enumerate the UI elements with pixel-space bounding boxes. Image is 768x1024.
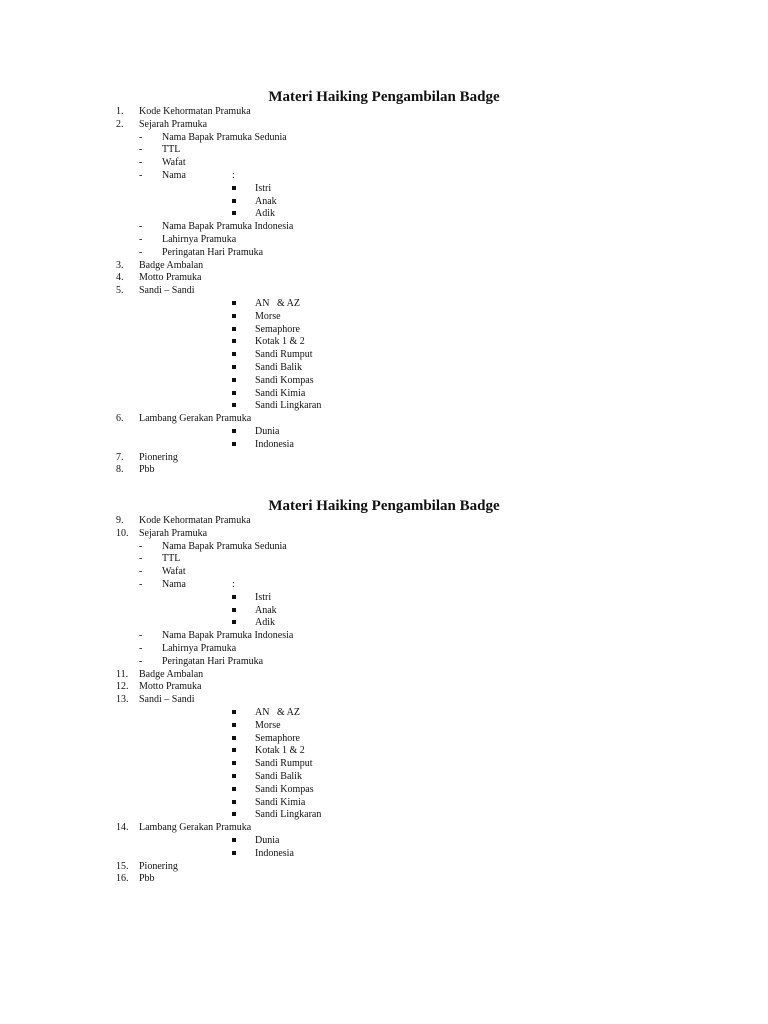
list-item [0,719,768,732]
list-item [0,616,768,629]
list-item [0,808,768,821]
item-text: Lambang Gerakan Pramuka [139,822,252,834]
bullet-text: Anak [255,195,277,207]
list-item [0,757,768,770]
item-number: 13. [116,694,129,706]
subitem-text: Lahirnya Pramuka [162,643,237,654]
list-item [0,744,768,757]
bullet-text: Sandi Rumput [255,758,313,770]
item-text: Sandi – Sandi [139,285,195,297]
item-text: Motto Pramuka [139,681,202,693]
colon-separator: : [232,170,235,181]
list-item [0,374,768,387]
bullet-text: Sandi Kimia [255,796,306,808]
document-title: Materi Haiking Pengambilan Badge [268,89,500,105]
list-item [0,335,768,348]
list-item [0,706,768,719]
subitem-text: Wafat [162,157,186,169]
bullet-text: Morse [255,310,281,322]
bullet-text: Dunia [255,426,280,437]
bullet-text: Istri [255,591,272,603]
list-item [0,732,768,745]
dash-marker: - [139,246,143,258]
item-text: Badge Ambalan [139,259,204,271]
dash-marker: - [139,131,143,143]
item-number: 14. [116,822,129,834]
bullet-text: Kotak 1 & 2 [255,745,305,757]
square-bullet-icon [232,620,236,624]
list-item [0,578,768,591]
square-bullet-icon [232,403,236,407]
square-bullet-icon [232,429,236,433]
square-bullet-icon [232,595,236,599]
subitem-text: TTL [162,553,181,565]
list-item [0,655,768,668]
subitem-text: Wafat [162,566,186,578]
square-bullet-icon [232,442,236,446]
list-item [0,246,768,259]
square-bullet-icon [232,812,236,816]
item-text: Pionering [139,451,178,463]
item-number: 15. [116,860,129,872]
subitem-text: Peringatan Hari Pramuka [162,655,264,667]
item-text: Kode Kehormatan Pramuka [139,106,251,117]
list-item [0,297,768,310]
bullet-text: Indonesia [255,438,294,450]
list-item [0,514,768,527]
bullet-text: Morse [255,719,281,731]
dash-marker: - [139,655,143,667]
list-item [0,783,768,796]
square-bullet-icon [232,186,236,190]
dash-marker: - [139,630,143,642]
item-text: Motto Pramuka [139,272,202,284]
bullet-text: Sandi Kimia [255,387,306,399]
list-item [0,693,768,706]
dash-marker: - [139,540,143,552]
subitem-text: Nama [162,170,186,181]
document-title: Materi Haiking Pengambilan Badge [268,498,500,514]
dash-marker: - [139,144,143,156]
square-bullet-icon [232,800,236,804]
item-number: 3. [116,259,124,271]
list-item [0,323,768,336]
list-item [0,642,768,655]
dash-marker: - [139,566,143,578]
list-item [0,834,768,847]
square-bullet-icon [232,838,236,842]
bullet-text: AN & AZ [255,298,300,309]
item-number: 16. [116,873,129,885]
item-number: 8. [116,464,124,476]
item-number: 11. [116,668,129,680]
list-item [0,860,768,873]
list-item [0,361,768,374]
subitem-text: Nama Bapak Pramuka Indonesia [162,630,294,642]
list-item [0,540,768,553]
item-number: 9. [116,515,124,526]
list-item [0,668,768,681]
list-item [0,527,768,540]
list-item [0,220,768,233]
item-number: 4. [116,272,124,284]
list-item [0,169,768,182]
list-item [0,271,768,284]
list-item [0,387,768,400]
subitem-text: Lahirnya Pramuka [162,234,237,245]
bullet-text: Semaphore [255,323,300,335]
square-bullet-icon [232,787,236,791]
square-bullet-icon [232,314,236,318]
bullet-text: Sandi Rumput [255,349,313,361]
subitem-text: Peringatan Hari Pramuka [162,246,264,258]
list-item [0,821,768,834]
item-text: Pionering [139,860,178,872]
list-item [0,105,768,118]
list-item [0,604,768,617]
bullet-text: Kotak 1 & 2 [255,336,305,348]
bullet-text: AN & AZ [255,707,300,718]
item-text: Pbb [139,464,155,476]
subitem-text: Nama Bapak Pramuka Sedunia [162,540,287,552]
list-item [0,680,768,693]
dash-marker: - [139,553,143,565]
item-number: 5. [116,285,124,297]
list-item [0,770,768,783]
bullet-text: Istri [255,182,272,194]
list-item [0,233,768,246]
subitem-text: Nama [162,579,186,590]
square-bullet-icon [232,774,236,778]
list-item [0,629,768,642]
item-text: Pbb [139,873,155,885]
list-item [0,796,768,809]
square-bullet-icon [232,851,236,855]
list-item [0,872,768,885]
bullet-text: Anak [255,604,277,616]
list-item [0,182,768,195]
item-number: 7. [116,451,124,463]
square-bullet-icon [232,378,236,382]
dash-marker: - [139,170,143,181]
list-item [0,552,768,565]
item-number: 10. [116,527,129,539]
dash-marker: - [139,157,143,169]
square-bullet-icon [232,365,236,369]
square-bullet-icon [232,199,236,203]
list-item [0,399,768,412]
list-item [0,118,768,131]
square-bullet-icon [232,301,236,305]
item-number: 12. [116,681,129,693]
square-bullet-icon [232,761,236,765]
dash-marker: - [139,643,143,654]
list-item [0,348,768,361]
bullet-text: Sandi Kompas [255,374,314,386]
item-number: 2. [116,118,124,130]
bullet-text: Dunia [255,835,280,846]
subitem-text: TTL [162,144,181,156]
bullet-text: Semaphore [255,732,300,744]
bullet-text: Sandi Kompas [255,783,314,795]
list-item [0,143,768,156]
bullet-text: Indonesia [255,847,294,859]
list-item [0,565,768,578]
list-item [0,847,768,860]
item-text: Kode Kehormatan Pramuka [139,515,251,526]
list-item [0,438,768,451]
square-bullet-icon [232,339,236,343]
bullet-text: Adik [255,617,275,629]
item-number: 1. [116,106,124,117]
bullet-text: Sandi Lingkaran [255,809,322,821]
list-item [0,463,768,476]
square-bullet-icon [232,211,236,215]
bullet-text: Sandi Balik [255,771,302,782]
list-item [0,195,768,208]
item-text: Badge Ambalan [139,668,204,680]
subitem-text: Nama Bapak Pramuka Indonesia [162,221,294,233]
list-item [0,310,768,323]
dash-marker: - [139,579,143,590]
list-item [0,284,768,297]
bullet-text: Adik [255,208,275,220]
list-item [0,425,768,438]
item-number: 6. [116,413,124,425]
square-bullet-icon [232,748,236,752]
square-bullet-icon [232,391,236,395]
item-text: Lambang Gerakan Pramuka [139,413,252,425]
list-item [0,451,768,464]
square-bullet-icon [232,352,236,356]
square-bullet-icon [232,327,236,331]
dash-marker: - [139,234,143,245]
square-bullet-icon [232,710,236,714]
dash-marker: - [139,221,143,233]
list-item [0,412,768,425]
item-text: Sejarah Pramuka [139,527,208,539]
bullet-text: Sandi Lingkaran [255,400,322,412]
subitem-text: Nama Bapak Pramuka Sedunia [162,131,287,143]
list-item [0,156,768,169]
list-item [0,207,768,220]
item-text: Sejarah Pramuka [139,118,208,130]
list-item [0,591,768,604]
square-bullet-icon [232,608,236,612]
square-bullet-icon [232,723,236,727]
square-bullet-icon [232,736,236,740]
bullet-text: Sandi Balik [255,362,302,373]
list-item [0,259,768,272]
colon-separator: : [232,579,235,590]
list-item [0,131,768,144]
item-text: Sandi – Sandi [139,694,195,706]
